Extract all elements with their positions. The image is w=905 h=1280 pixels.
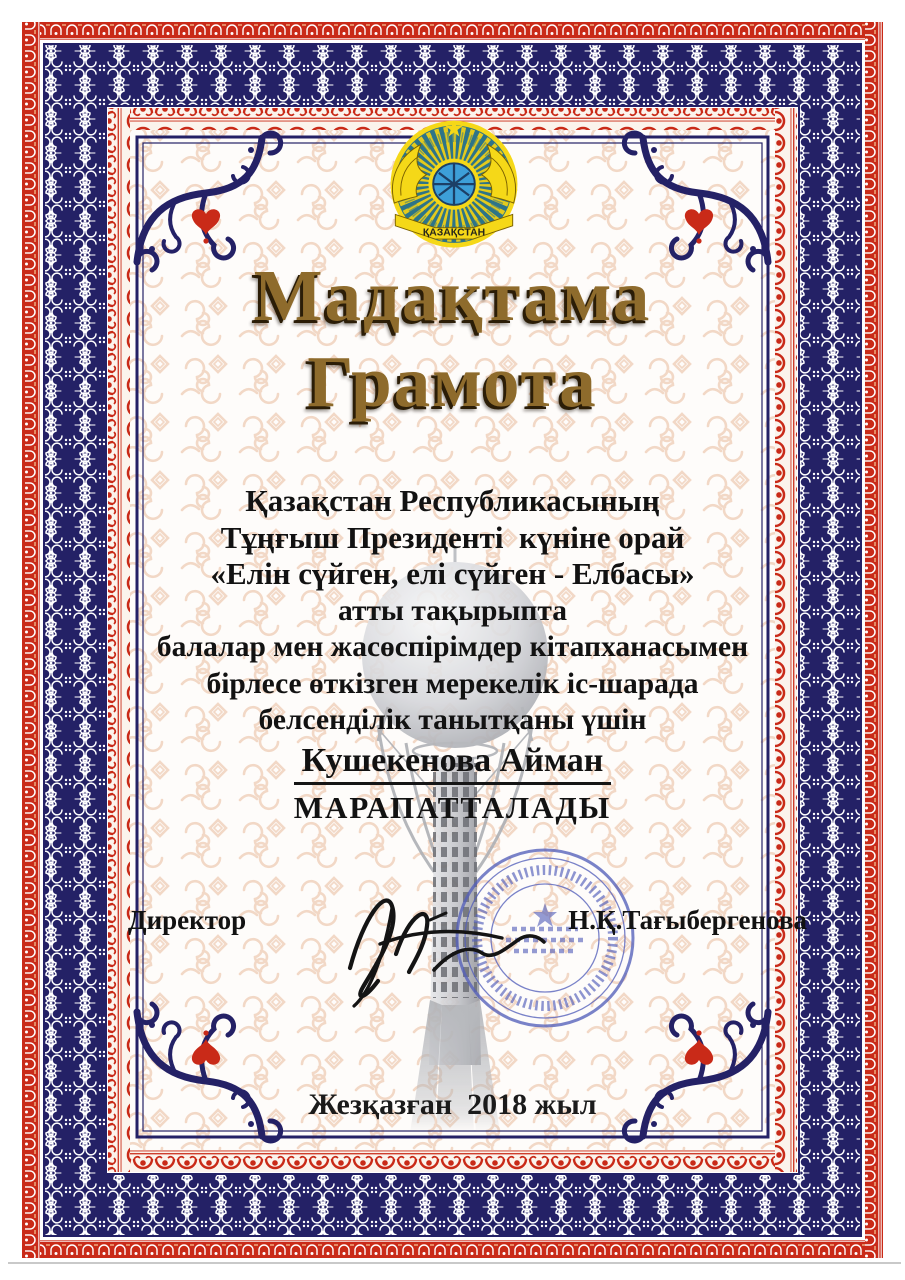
body-line: белсенділік танытқаны үшін: [258, 704, 647, 736]
body-line: бірлесе өткізген мерекелік іс-шарада: [206, 667, 699, 700]
recipient-name: Кушекенова Айман: [294, 742, 612, 785]
baiterek-tower-watermark: [318, 545, 592, 1135]
kazakhstan-coat-of-arms-icon: [378, 116, 530, 258]
director-signature: [330, 850, 570, 1010]
body-line: балалар мен жасөспірімдер кітапханасымен: [156, 631, 749, 663]
body-line: атты тақырыпта: [337, 594, 568, 627]
place-and-year: Жезқазған 2018 жыл: [308, 1088, 597, 1121]
signatory-role: Директор: [128, 905, 247, 935]
certificate-title-russian: Грамота: [307, 341, 598, 422]
signatory-name: Н.Қ.Тағыбергенова: [568, 905, 807, 935]
scan-artifact: [8, 1262, 901, 1264]
body-line: Қазақстан Республикасының: [245, 483, 660, 518]
certificate-title-kazakh: Мадақтама: [253, 255, 652, 336]
award-statement: МАРАПАТТАЛАДЫ: [293, 790, 612, 825]
emblem-country-label: ҚАЗАҚСТАН: [422, 227, 486, 239]
body-line: Тұңғыш Президенті күніне орай: [220, 519, 685, 555]
body-line: «Елін сүйген, елі сүйген - Елбасы»: [210, 556, 695, 591]
